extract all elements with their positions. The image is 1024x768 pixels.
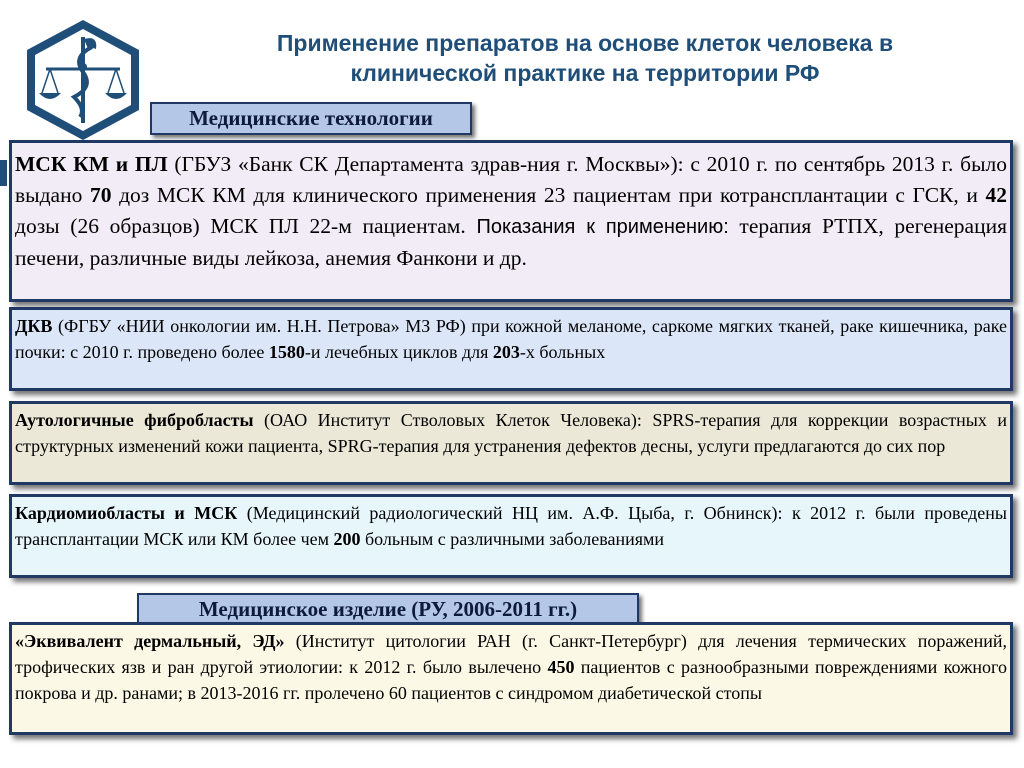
card-cardiomyoblasts-text — [12, 497, 1010, 552]
card-cardiomyoblasts-text-2: больным с различными заболеваниями — [360, 529, 665, 549]
card-dermal-equivalent — [9, 622, 1013, 735]
card-dkv-number-1: 1580 — [268, 342, 305, 362]
card-fibroblasts — [9, 401, 1013, 485]
section-tag-label: Медицинские технологии — [189, 106, 433, 130]
title-line-1: Применение препаратов на основе клеток человека в — [276, 30, 894, 56]
card-dkv-text-2: -и лечебных циклов для — [304, 342, 493, 362]
card-msc-text-4: терапия РТПХ, регенерация печени, различные виды лейкоза, анемия Фанкони и др. — [15, 214, 1007, 270]
title-line-2: клинической практике на территории РФ — [350, 60, 820, 86]
card-dermal-equivalent-text — [12, 625, 1010, 706]
card-dermal-equivalent-lead: «Эквивалент дермальный, ЭД» — [15, 631, 285, 651]
card-dermal-equivalent-number-1: 450 — [547, 657, 575, 677]
card-fibroblasts-text-1: (ОАО Институт Стволовых Клеток Человека): SPRS-терапия для коррекции возрастных и структурных изменений кожи пациента, SPRG-терапия для устранения дефектов десны, услуги предлагаются до сих пор — [15, 410, 1007, 456]
card-dkv-text-1: (ФГБУ «НИИ онкологии им. Н.Н. Петрова» МЗ РФ) при кожной меланоме, саркоме мягких тканей, раке кишечника, раке почки: с 2010 г. проведено более — [15, 316, 1007, 362]
card-msc-lead: МСК КМ и ПЛ — [15, 152, 168, 176]
card-dermal-equivalent-text-1: (Институт цитологии РАН (г. Санкт-Петербург) для лечения термических поражений, трофических язв и ран другой этиологии: к 2012 г. было вылечено — [15, 631, 1007, 677]
card-cardiomyoblasts — [9, 494, 1013, 578]
card-cardiomyoblasts-lead: Кардиомиобласты и МСК — [15, 503, 238, 523]
card-cardiomyoblasts-number-1: 200 — [333, 529, 361, 549]
card-msc-text-1: (ГБУЗ «Банк СК Департамента здрав-ния г. Москвы»): с 2010 г. по сентябрь 2013 г. было выдано — [15, 152, 1007, 207]
section-tag-label: Медицинское изделие (РУ, 2006-2011 гг.) — [198, 597, 578, 621]
page-title — [175, 28, 995, 88]
card-fibroblasts-text — [12, 404, 1010, 459]
card-msc-text — [12, 143, 1010, 274]
card-msc-number-1: 70 — [89, 183, 112, 207]
card-msc-number-2: 42 — [985, 183, 1007, 207]
card-msc — [9, 140, 1013, 302]
card-msc-text-3: дозы (26 образцов) МСК ПЛ 22-м пациентам. — [15, 214, 477, 238]
card-dkv-text-3: -х больных — [519, 342, 606, 362]
card-dkv-text — [12, 310, 1010, 365]
card-msc-indications: Показания к применению: — [476, 216, 729, 238]
side-accent-bar — [0, 160, 7, 186]
section-tag-medical-technologies — [150, 102, 472, 135]
caduceus-scales-logo-icon — [22, 17, 144, 143]
card-msc-text-2: доз МСК КМ для клинического применения 23 пациентам при котрансплантации с ГСК, и — [111, 183, 986, 207]
card-dermal-equivalent-text-2: пациентов с разнообразными повреждениями кожного покрова и др. ранами; в 2013-2016 гг. пролечено 60 пациентов с синдромом диабетической стопы — [15, 657, 1007, 703]
card-dkv-number-2: 203 — [492, 342, 520, 362]
card-dkv — [9, 307, 1013, 391]
card-cardiomyoblasts-text-1: (Медицинский радиологический НЦ им. А.Ф. Цыба, г. Обнинск): к 2012 г. были проведены трансплантации МСК или КМ более чем — [15, 503, 1007, 549]
card-fibroblasts-lead: Аутологичные фибробласты — [15, 410, 254, 430]
card-dkv-lead: ДКВ — [15, 316, 53, 336]
